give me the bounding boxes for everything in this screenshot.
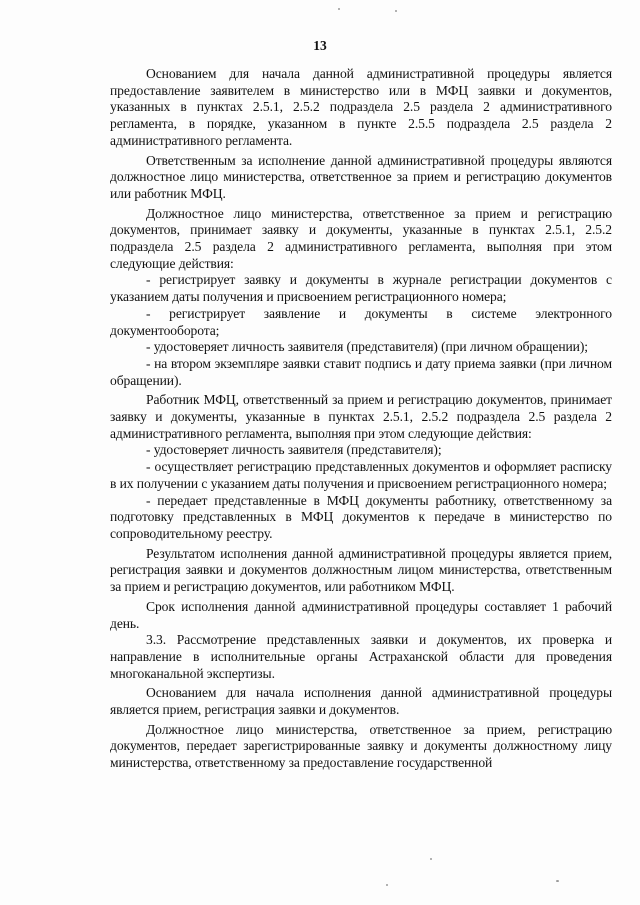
scan-speck [430, 858, 432, 860]
list-item: - регистрирует заявление и документы в системе электронного документооборота; [110, 305, 612, 338]
paragraph: Должностное лицо министерства, ответственное за прием, регистрацию документов, передает зарегистрированные заявку и документы должностному лицу министерства, ответственному за предоставление государственной [110, 721, 612, 771]
scan-speck [556, 880, 559, 882]
document-body [110, 66, 612, 772]
paragraph: Основанием для начала исполнения данной административной процедуры является прием, регистрация заявки и документов. [110, 685, 612, 718]
paragraph: Основанием для начала данной административной процедуры является предоставление заявителем в министерство или в МФЦ заявки и документов, указанных в пунктах 2.5.1, 2.5.2 подраздела 2.5 раздела 2 административного регламента, в порядке, указанном в пункте 2.5.5 подраздела 2.5 раздела 2 административного регламента. [110, 66, 612, 148]
list-item: - удостоверяет личность заявителя (представителя) (при личном обращении); [146, 339, 588, 355]
paragraph: Должностное лицо министерства, ответственное за прием и регистрацию документов, принимает заявку и документы, указанные в пунктах 2.5.1, 2.5.2 подраздела 2.5 раздела 2 административного регламента, выполняя при этом следующие действия: [110, 205, 612, 271]
list-item: - удостоверяет личность заявителя (представителя); [146, 442, 442, 458]
list-item: - осуществляет регистрацию представленных документов и оформляет расписку в их получении с указанием даты получения и присвоением регистрационного номера; [110, 459, 612, 491]
scan-speck [386, 884, 388, 886]
list-item: - на втором экземпляре заявки ставит подпись и дату приема заявки (при личном обращении). [110, 355, 612, 388]
paragraph: Срок исполнения данной административной процедуры составляет 1 рабочий день. [110, 598, 612, 631]
paragraph: Ответственным за исполнение данной административной процедуры являются должностное лицо министерства, ответственное за прием и регистрацию документов или работник МФЦ. [110, 152, 612, 201]
section-heading: 3.3. Рассмотрение представленных заявки и документов, их проверка и направление в исполнительные органы Астраханской области для проведения многоканальной экспертизы. [110, 632, 612, 681]
scan-speck [395, 10, 397, 12]
page-number: 13 [313, 38, 327, 53]
list-item: - передает представленные в МФЦ документы работнику, ответственному за подготовку представленных в МФЦ документов к передаче в министерство по сопроводительному реестру. [110, 492, 612, 541]
paragraph: Результатом исполнения данной административной процедуры является прием, регистрация заявки и документов должностным лицом министерства, ответственным за прием и регистрацию документов, или работником МФЦ. [110, 545, 612, 595]
list-item: - регистрирует заявку и документы в журнале регистрации документов с указанием даты получения и присвоением регистрационного номера; [110, 272, 612, 305]
scan-speck [338, 8, 340, 10]
paragraph: Работник МФЦ, ответственный за прием и регистрацию документов, принимает заявку и документы, указанные в пунктах 2.5.1, 2.5.2 подраздела 2.5 раздела 2 административного регламента, выполняя при этом следующие действия: [110, 392, 612, 441]
